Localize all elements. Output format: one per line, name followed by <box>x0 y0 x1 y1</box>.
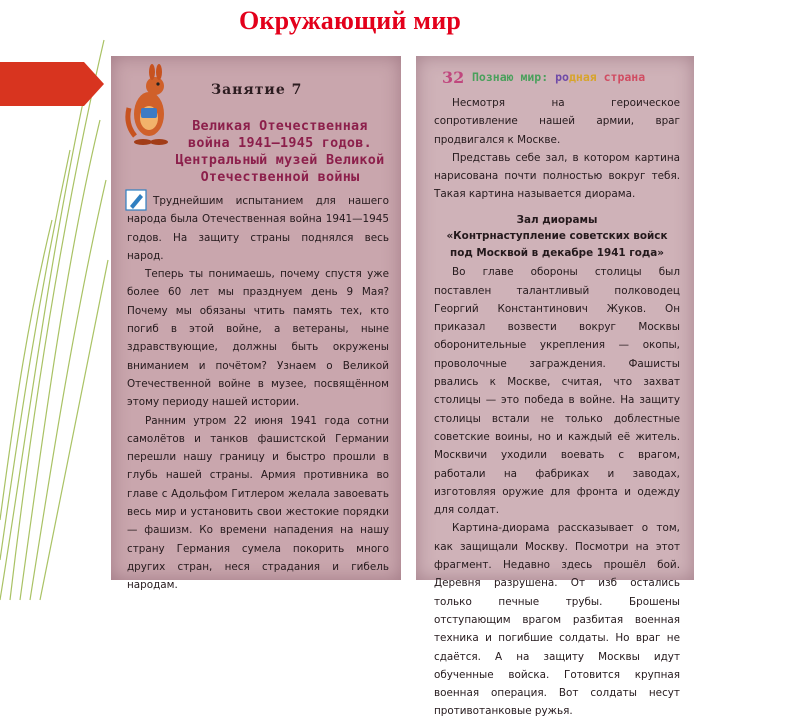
lesson-title-line: война 1941–1945 годов. <box>188 136 372 151</box>
running-head-part: ро <box>555 70 569 84</box>
paragraph: Ранним утром 22 июня 1941 года сотни самолётов и танков фашистской Германии перешли нашу границу и быстро прошли в глубь нашей страны. Армия противника во главе с Адольфом Гитлером желала завоевать весь мир и установить свои жестокие порядки — фашизм. Ко времени нападения на нашу страну Германия сумела покорить много других стран, неся страдания и гибель народам. <box>127 414 389 592</box>
lesson-title-line: Великая Отечественная <box>192 119 368 134</box>
paragraph: Во главе обороны столицы был поставлен талантливый полководец Георгий Константинович Жуков. Он приказал возвести вокруг Москвы оборонительные укрепления — окопы, проволочные заграждения. Фашисты рвались к Москве, считая, что захват столицы — это победа в войне. На защиту столицы встали не только доблестные советские воины, но и каждый её житель. Москвичи уходили воевать с врагом, работали на фабриках и заводах, изготовляя оружие для фронта и одежду для солдат. <box>434 266 680 517</box>
right-page-body <box>434 94 680 721</box>
slide-title: Окружающий мир <box>238 6 462 35</box>
section-heading-line: Зал диорамы <box>516 213 598 226</box>
running-head-part: дная <box>568 70 597 84</box>
paragraph: Теперь ты понимаешь, почему спустя уже более 60 лет мы празднуем день 9 Мая? Почему мы обязаны чтить память тех, кто погиб в этой войне, а ветераны, ныне здравствующие, должны быть окружены вниманием и почётом? Узнаем о Великой Отечественной войне в музее, посвящённом этому периоду нашей истории. <box>127 268 389 409</box>
kangaroo-mascot-icon <box>123 64 175 146</box>
lesson-title <box>169 118 391 186</box>
section-heading <box>434 212 680 262</box>
paragraph: Картина-диорама рассказывает о том, как защищали Москву. Посмотри на этот фрагмент. Недавно здесь прошёл бой. Деревня разрушена. От изб остались только печные трубы. Брошены отступающим врагом разбитая военная техника и погибшие солдаты. Но враг не сдаётся. А на защиту Москвы идут обученные войска. Готовится крупная военная операция. Вот солдаты несут противотанковые ружья. <box>434 522 680 718</box>
left-page-body <box>127 192 389 595</box>
red-arrow-shape <box>0 62 104 106</box>
running-head <box>472 70 645 84</box>
lesson-label: Занятие 7 <box>211 82 303 98</box>
book-page-left <box>111 56 401 592</box>
paragraph: Труднейшим испытанием для нашего народа была Отечественная война 1941—1945 годов. На защиту страны поднялся весь народ. <box>127 195 389 262</box>
page-number: 32 <box>442 68 465 87</box>
section-heading-line: под Москвой в декабре 1941 года» <box>450 246 664 259</box>
section-heading-line: «Контрнаступление советских войск <box>446 230 668 243</box>
running-head-part: Познаю мир: <box>472 70 549 84</box>
paragraph: Представь себе зал, в котором картина нарисована почти полностью вокруг тебя. Такая картина называется диорама. <box>434 151 680 201</box>
paragraph: Несмотря на героическое сопротивление нашей армии, враг продвигался к Москве. <box>434 97 680 146</box>
lesson-title-line: Отечественной войны <box>200 170 360 185</box>
lesson-title-line: Центральный музей Великой <box>175 153 385 168</box>
running-head-part: страна <box>603 70 646 84</box>
book-page-right <box>416 56 694 718</box>
